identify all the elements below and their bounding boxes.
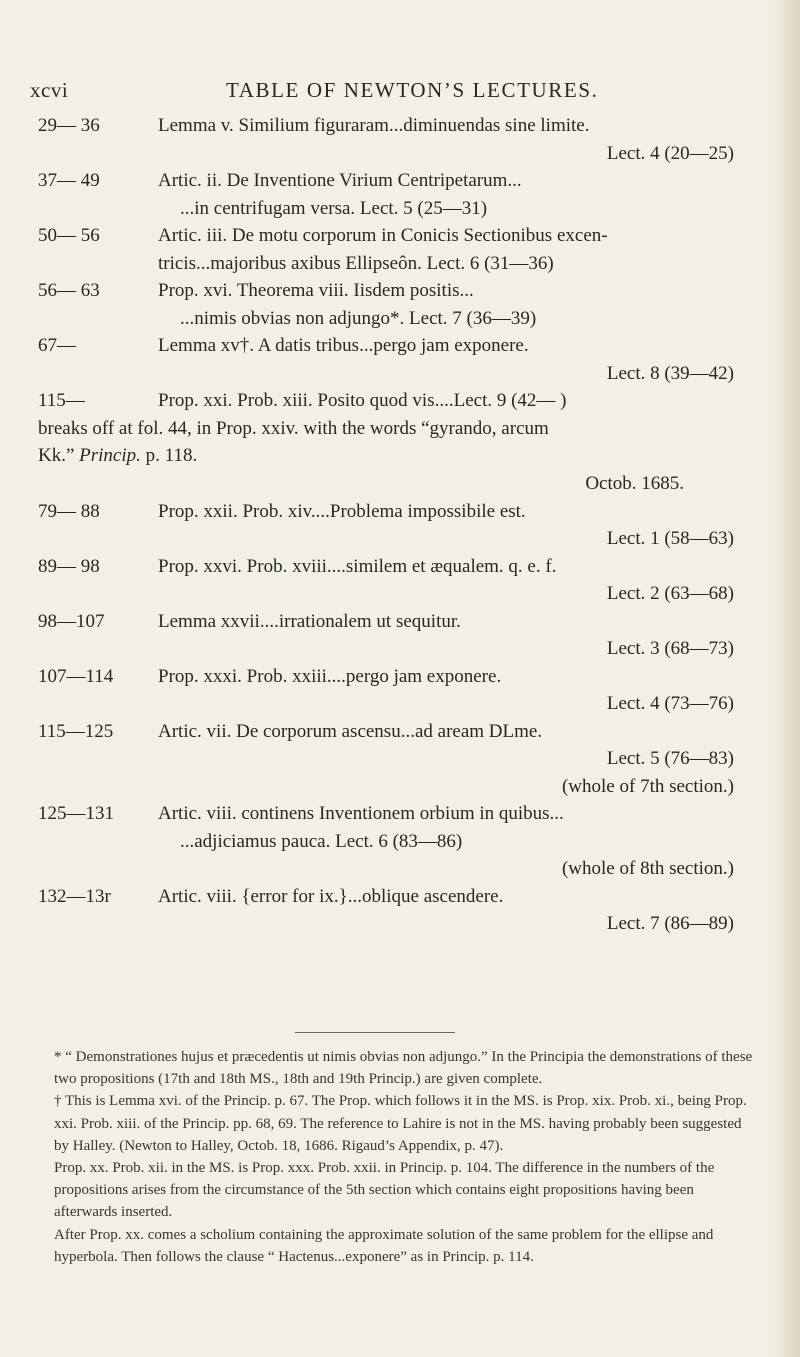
folio-range: 50— 56 [38,225,100,246]
page-edge-shadow [774,0,800,1357]
entry-body [158,387,758,415]
lecture-entry [38,112,758,167]
footnote-rule [295,1032,455,1033]
lecture-entry [38,718,758,801]
lecture-entry [38,608,758,663]
entry-line: Artic. iii. De motu corporum in Conicis Sectionibus excen- [158,225,608,246]
folio-range: 98—107 [38,610,105,632]
entries-group-2 [38,498,758,938]
entry-body [158,663,758,718]
breaks-line-2 [38,442,758,470]
entry-body [158,167,758,222]
folio-range: 132—13r [38,885,111,907]
running-title: TABLE OF NEWTON’S LECTURES. [226,78,599,102]
entry-line: Lect. 4 (20—25) [606,142,734,164]
entry-line: (whole of 7th section.) [561,775,734,797]
date-heading: Octob. 1685. [585,472,684,494]
footnotes [54,1046,760,1268]
entry-body [158,332,758,387]
lecture-entry [38,883,758,938]
lecture-entry [38,800,758,883]
entry-line: Lemma xv†. A datis tribus...pergo jam exponere. [158,335,529,356]
entries-group-1 [38,112,758,415]
entry-body [158,112,758,167]
folio-range: 115—125 [38,720,114,742]
entry-line: Prop. xxii. Prob. xiv....Problema impossibile est. [158,500,526,522]
entry-line: ...adjiciamus pauca. Lect. 6 (83—86) [180,830,463,852]
folio-range: 56— 63 [38,280,100,301]
entry-body [158,553,758,608]
entry-line: Prop. xxvi. Prob. xviii....similem et æqualem. q. e. f. [158,555,557,577]
folio-range: 79— 88 [38,500,100,522]
entry-body [158,277,758,332]
folio-range: 67— [38,335,76,356]
princip-ref: Princip. [79,445,141,466]
page-ref: p. 118. [140,445,198,466]
entry-line: Lect. 1 (58—63) [606,528,734,549]
lecture-entry [38,222,758,277]
entry-body [158,608,758,663]
breaks-line-1: breaks off at fol. 44, in Prop. xxiv. with the words “gyrando, arcum [38,417,549,439]
footnote: Prop. xx. Prob. xii. in the MS. is Prop. xxx. Prob. xxii. in Princip. p. 104. The difference in the numbers of the propositions arises from the circumstance of the 5th section which contains eight propositions having been afterwards inserted. [54,1160,715,1221]
lecture-entry [38,167,758,222]
entry-line: Lemma xxvii....irrationalem ut sequitur. [158,610,461,632]
lecture-entry [38,663,758,718]
lecture-table [38,112,758,938]
folio-range: 37— 49 [38,170,100,191]
entry-body [158,800,758,883]
lecture-entry [38,553,758,608]
folio-range: 89— 98 [38,555,100,577]
entry-line: Lemma v. Similium figuraram...diminuendas sine limite. [158,115,590,136]
entry-line: Lect. 4 (73—76) [606,693,734,714]
entry-line: Artic. viii. {error for ix.}...oblique ascendere. [158,885,504,907]
entry-line: Prop. xvi. Theorema viii. Iisdem positis... [158,280,474,301]
entry-line: Prop. xxi. Prob. xiii. Posito quod vis....Lect. 9 (42— ) [158,390,567,411]
entry-line: Prop. xxxi. Prob. xxiii....pergo jam exponere. [158,665,502,687]
folio-range: 29— 36 [38,115,100,136]
folio-range: 125—131 [38,803,114,824]
entry-line: Artic. vii. De corporum ascensu...ad aream DLme. [158,720,543,742]
lecture-entry [38,387,758,415]
lecture-entry [38,332,758,387]
entry-body [158,883,758,938]
entry-line: Artic. ii. De Inventione Virium Centripetarum... [158,170,522,191]
lecture-entry [38,498,758,553]
entry-line: Lect. 7 (86—89) [606,913,734,934]
breaks-text: Kk.” [38,445,80,466]
lecture-entry [38,277,758,332]
entry-line: ...nimis obvias non adjungo*. Lect. 7 (36—39) [180,307,537,329]
breaks-off-note [38,415,758,470]
page-number: xcvi [30,78,69,102]
folio-range: 107—114 [38,665,114,687]
entry-line: Artic. viii. continens Inventionem orbium in quibus... [158,803,564,824]
running-head [30,78,760,108]
folio-range: 115— [38,390,85,411]
entry-line: Lect. 5 (76—83) [606,748,734,769]
entry-line: Lect. 3 (68—73) [606,638,734,659]
entry-line: ...in centrifugam versa. Lect. 5 (25—31) [180,197,488,219]
footnote: After Prop. xx. comes a scholium containing the approximate solution of the same problem for the ellipse and hyperbola. Then follows the clause “ Hactenus...exponere” as in Princip. p. 114. [54,1226,714,1265]
entry-body [158,222,758,277]
entry-body [158,498,758,553]
footnote: † This is Lemma xvi. of the Princip. p. 67. The Prop. which follows it in the MS. is Prop. xix. Prob. xi., being Prop. xxi. Prob. xiii. of the Princip. pp. 68, 69. The reference to Lahire is not in the MS. having probably been suggested by Halley. (Newton to Halley, Octob. 18, 1686. Rigaud’s Appendix, p. 47). [54,1093,747,1154]
entry-line: Lect. 2 (63—68) [606,583,734,604]
entry-body [158,718,758,801]
footnote: * “ Demonstrationes hujus et præcedentis ut nimis obvias non adjungo.” In the Principia the demonstrations of these two propositions (17th and 18th MS., 18th and 19th Princip.) are given complete. [54,1049,753,1088]
entry-line: (whole of 8th section.) [561,858,734,879]
entry-line: Lect. 8 (39—42) [606,362,734,384]
entry-line: tricis...majoribus axibus Ellipseôn. Lect. 6 (31—36) [158,252,554,274]
